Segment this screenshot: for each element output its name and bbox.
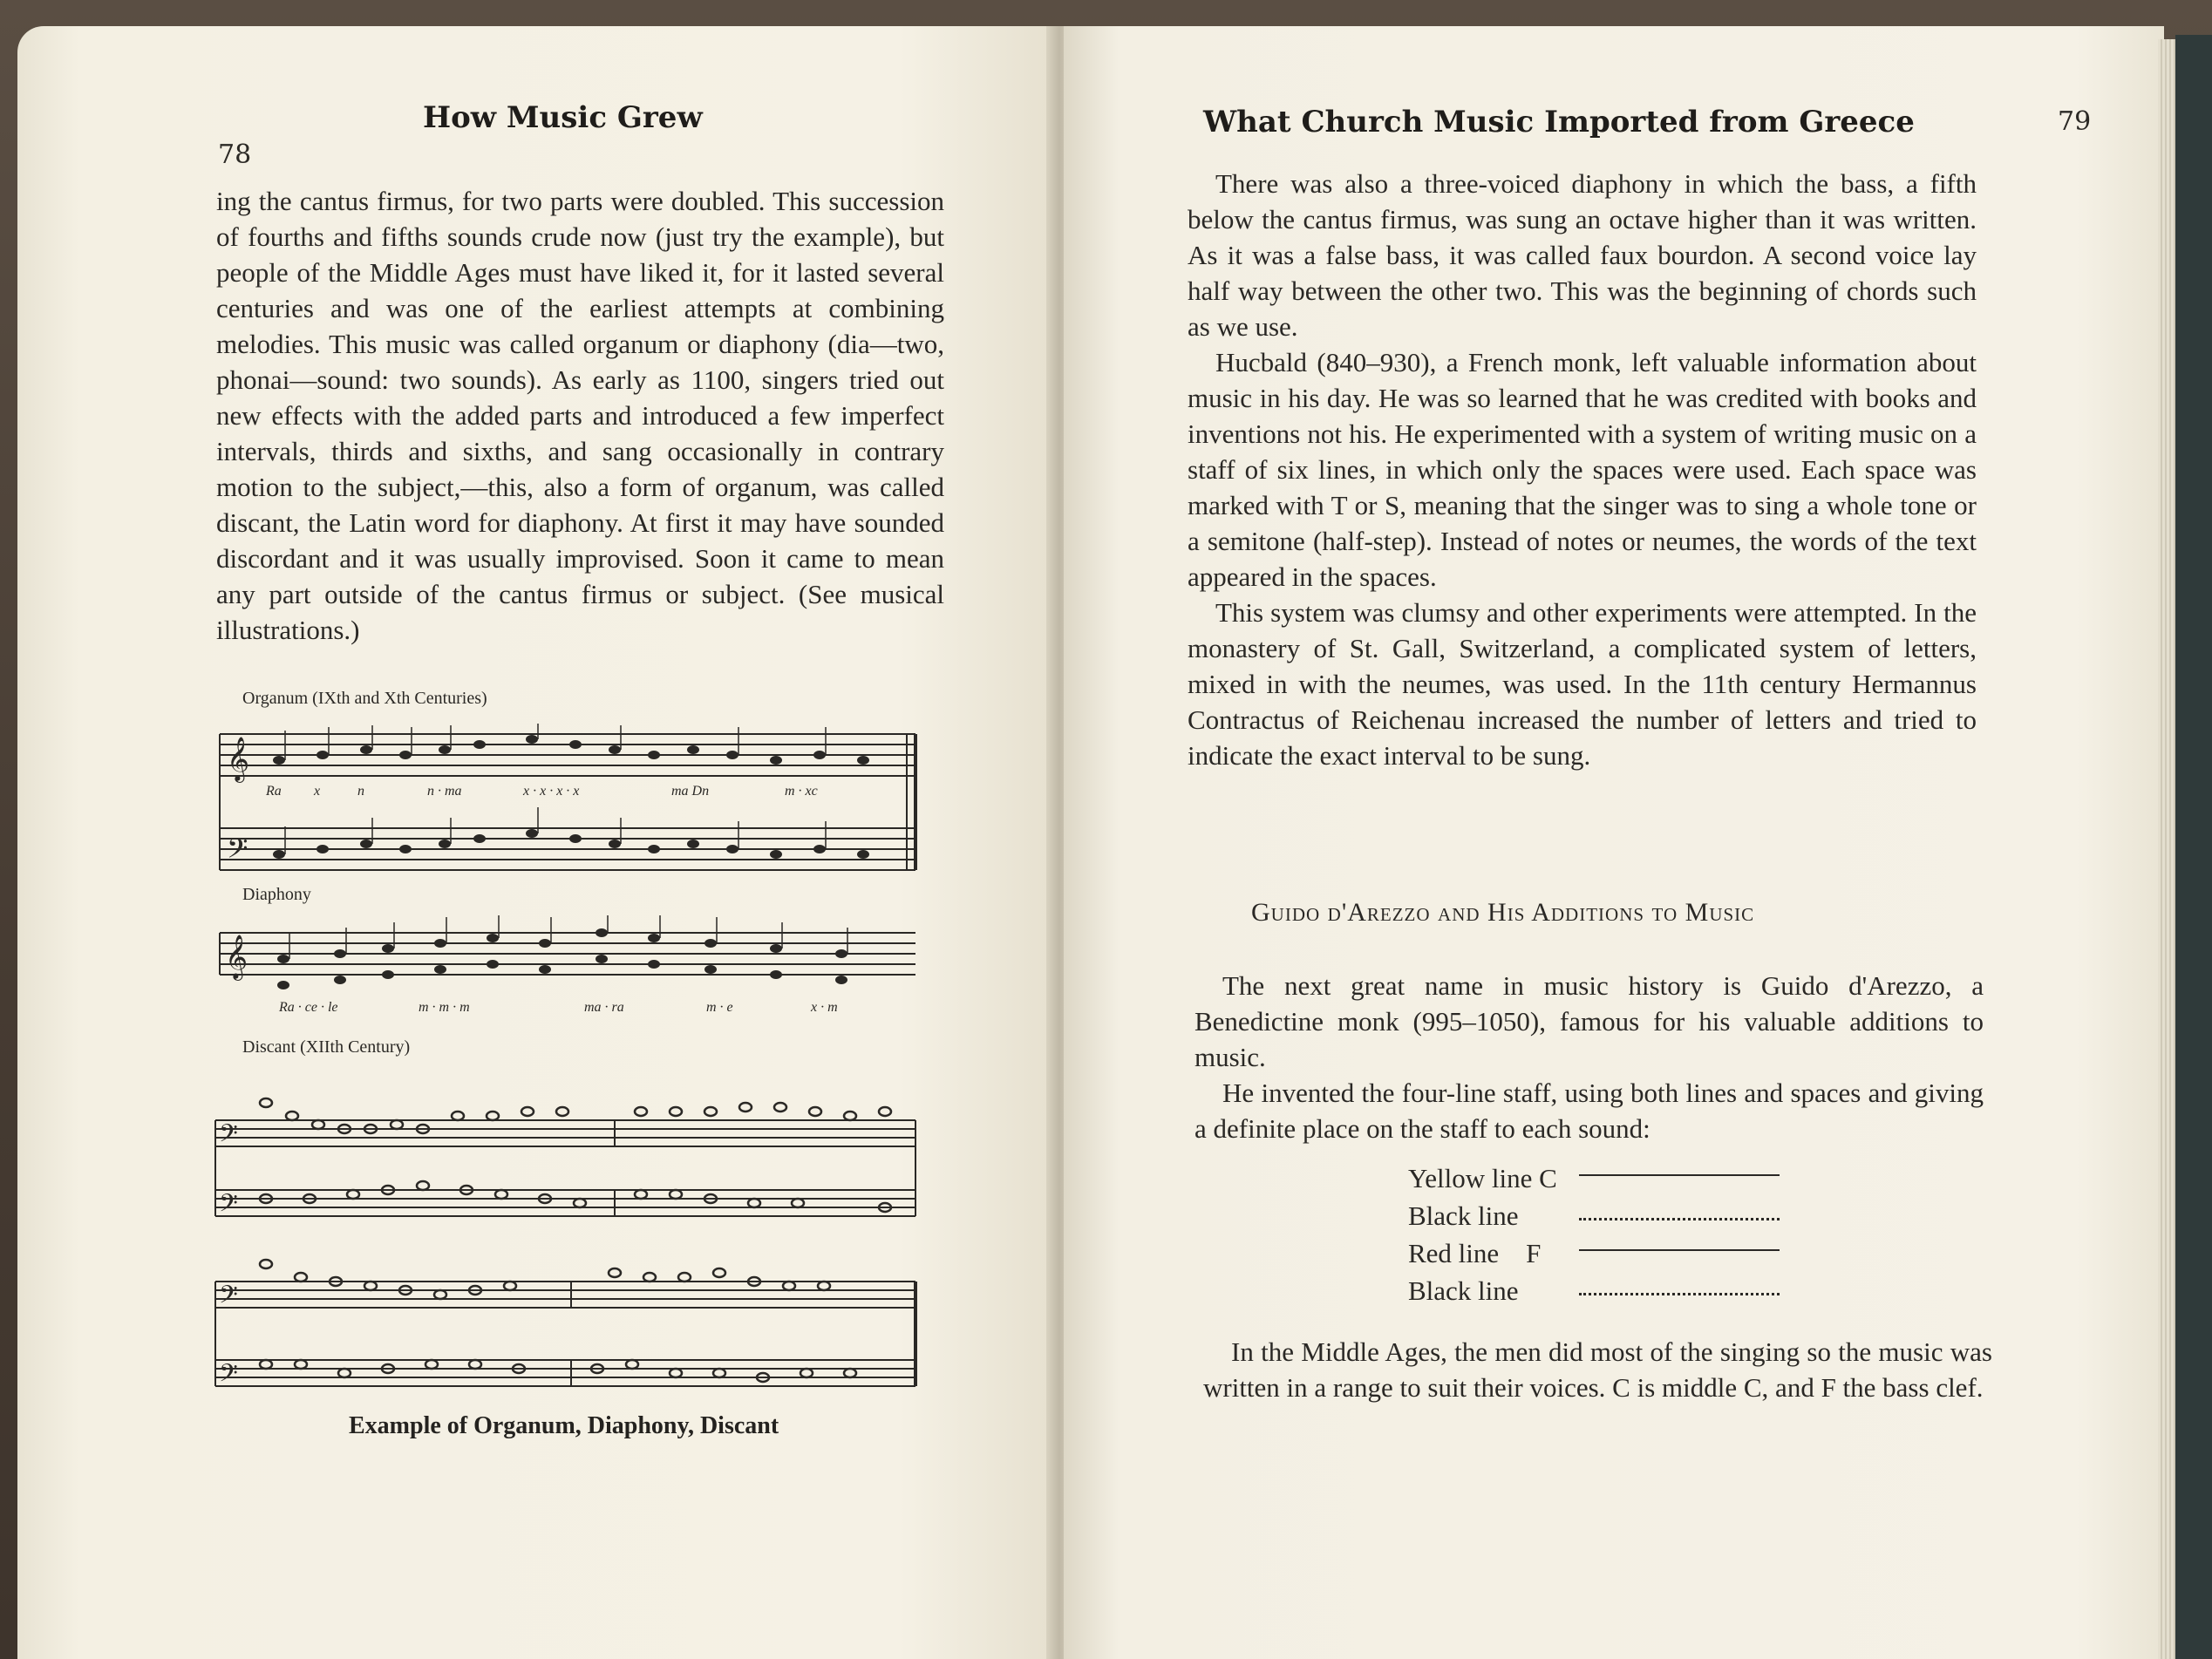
dotted-line [1579,1218,1780,1220]
staff-line-row [1408,1197,1780,1234]
right-paragraph-3: This system was clumsy and other experiments were attempted. In the monastery of St. Gall, Switzerland, a complicated system of letters, mixed in with the neumes, was used. In the 11th century Hermannus Contractus of Reichenau increased the number of letters and tried to indicate the exact interval to be sung. [1188,597,1977,771]
staff-line-row [1408,1234,1780,1272]
book-cover-edge [2175,35,2212,1659]
staff-line-row [1408,1159,1780,1197]
left-paragraph-1: ing the cantus firmus, for two parts were doubled. This succession of fourths and fifths sounds crude now (just try the example), but people of the Middle Ages must have liked it, for it lasted several centuries and was one of the earliest attempts at combining melodies. This music was called organum or diaphony (dia—two, phonai—sound: two sounds). As early as 1100, singers tried out new effects with the added parts and introduced a few imperfect intervals, thirds and sixths, and sang occasionally in contrary motion to the subject,—this, also a form of organum, was called discant, the Latin word for diaphony. At first it may have sounded discordant and it was usually improvised. Soon it came to mean any part outside of the cantus firmus or subject. (See musical illustrations.) [216,186,944,645]
right-page-number: 79 [2058,106,2092,137]
right-paragraph-2: Hucbald (840–930), a French monk, left valuable information about music in his day. He was so learned that he was credited with books and inventions not his. He experimented with a system of writing music on a staff of six lines, in which only the spaces were used. Each space was marked with T or S, meaning that the singer was to sing a whole tone or a semitone (half-step). Instead of notes or neumes, the words of the text appeared in the spaces. [1188,347,1977,592]
right-page [1064,26,2164,1659]
svg-text:m · e: m · e [706,1000,733,1015]
svg-text:ma Dn: ma Dn [671,784,710,799]
svg-text:n: n [357,784,364,799]
left-running-head: How Music Grew [423,100,703,135]
svg-text:m · m · m: m · m · m [419,1000,470,1015]
svg-text:x · m: x · m [811,1000,838,1015]
discant-music-example [214,1068,946,1417]
solid-line [1579,1249,1780,1251]
right-paragraph-1: There was also a three-voiced diaphony in which the bass, a fifth below the cantus firmus, was sung an octave higher than it was written. As it was a false bass, it was called faux bourdon. A second voice lay half way between the other two. This was the beginning of chords such as we use. [1188,168,1977,342]
open-book [17,26,2180,1659]
right-body-text-top [1188,166,1977,773]
dotted-line [1579,1293,1780,1295]
svg-text:n · ma: n · ma [427,784,462,799]
svg-text:𝄢: 𝄢 [219,1119,238,1154]
svg-text:𝄞: 𝄞 [227,737,250,781]
discant-label: Discant (XIIth Century) [242,1037,411,1057]
illustration-caption: Example of Organum, Diaphony, Discant [349,1412,779,1439]
staff-line-label: Black line [1408,1200,1519,1231]
svg-text:𝄢: 𝄢 [219,1359,238,1394]
svg-text:m · xc: m · xc [785,784,818,799]
diaphony-label: Diaphony [242,885,311,904]
svg-text:𝄢: 𝄢 [219,1281,238,1316]
diaphony-music-example [218,915,942,1029]
right-paragraph-5: He invented the four-line staff, using both lines and spaces and giving a definite place on the staff to each sound: [1194,1078,1984,1144]
staff-line-label: Black line [1408,1275,1519,1306]
svg-text:Ra: Ra [266,784,282,799]
svg-text:𝄢: 𝄢 [219,1189,238,1224]
staff-line-label: Red line F [1408,1237,1542,1268]
svg-text:x · x · x · x: x · x · x · x [523,784,580,799]
staff-line-row [1408,1272,1780,1309]
section-heading: Guido d'Arezzo and His Additions to Music [1251,898,1755,927]
staff-lines-list [1408,1159,1780,1309]
left-body-text [216,183,944,648]
svg-text:𝄞: 𝄞 [225,935,248,979]
right-paragraph-4: The next great name in music history is Guido d'Arezzo, a Benedictine monk (995–1050), famous for his valuable additions to music. [1194,970,1984,1072]
svg-text:Ra · ce · le: Ra · ce · le [279,1000,338,1015]
right-body-text-bottom [1203,1334,1992,1405]
left-page [17,26,1055,1659]
staff-line-label: Yellow line C [1408,1162,1557,1193]
left-page-number: 78 [218,139,252,170]
right-running-head: What Church Music Imported from Greece [1203,105,1915,139]
svg-text:x: x [314,784,321,799]
solid-line [1579,1174,1780,1176]
organum-label: Organum (IXth and Xth Centuries) [242,689,487,708]
svg-text:ma · ra: ma · ra [584,1000,624,1015]
svg-text:𝄢: 𝄢 [227,833,248,871]
right-paragraph-6: In the Middle Ages, the men did most of the singing so the music was written in a range to suit their voices. C is middle C, and F the bass clef. [1203,1336,1992,1403]
right-body-text-mid [1194,968,1984,1146]
organum-music-example [218,724,942,885]
